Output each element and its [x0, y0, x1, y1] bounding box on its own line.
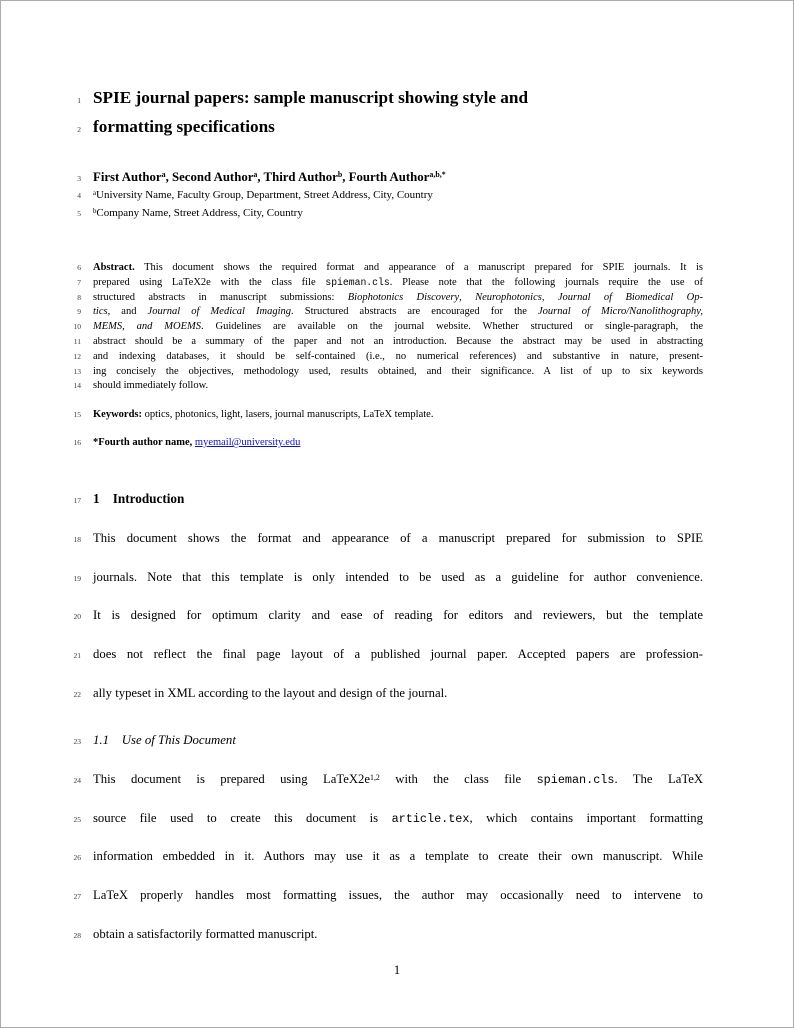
text-segment: a,b,*: [429, 170, 446, 180]
text-segment: Journal of Medical Imaging: [147, 306, 292, 318]
doc-line: [51, 675, 703, 714]
text-segment: University Name, Faculty Group, Department, Street Address, City, Country: [96, 189, 433, 201]
text-segment: LaTeX properly handles most formatting issues, the author may occasionally need to intervene to: [93, 887, 703, 902]
line-number: 15: [73, 410, 81, 420]
text-segment: article.tex: [391, 811, 470, 826]
line-number: 19: [73, 573, 81, 583]
text-segment: a: [161, 170, 166, 180]
line-number: 1: [77, 96, 81, 105]
line-text: [93, 335, 703, 350]
doc-line: [51, 636, 703, 675]
line-text: [93, 559, 703, 597]
line-text: [93, 916, 703, 954]
line-number: 17: [73, 496, 81, 506]
line-number: 9: [77, 307, 81, 317]
line-text: [93, 407, 703, 422]
line-number: 6: [77, 263, 81, 272]
text-segment: Abstract.: [93, 262, 135, 273]
text-segment: ing concisely the objectives, methodology used, results obtained, and their significance. A list of up to six keywords: [93, 365, 703, 377]
line-number: 28: [73, 930, 81, 940]
text-segment: ,: [459, 291, 476, 303]
abstract: [51, 261, 703, 394]
line-text: [93, 320, 703, 335]
text-segment: prepared using LaTeX2e with the class file: [93, 276, 326, 288]
section-1-heading: [51, 488, 703, 512]
line-text: [93, 187, 703, 205]
doc-line: [51, 187, 703, 205]
text-segment: and indexing databases, it should be self-contained (i.e., no numerical references) and substantive in nature, present-: [93, 350, 703, 362]
line-number: 11: [73, 336, 81, 346]
line-number: 8: [77, 292, 81, 302]
line-text: [93, 365, 703, 380]
use-of-document-paragraph: [51, 761, 703, 954]
line-number: 12: [73, 351, 81, 361]
text-segment: abstract should be a summary of the paper and not an introduction. Because the abstract may be used in abstracting: [93, 335, 703, 347]
line-text: [93, 350, 703, 365]
line-text: [93, 169, 703, 187]
line-number: 2: [77, 125, 81, 134]
text-segment: Company Name, Street Address, City, Country: [96, 207, 303, 219]
intro-paragraph: [51, 520, 703, 713]
text-segment: Neurophotonics: [475, 291, 542, 303]
text-segment: Keywords:: [93, 409, 142, 421]
text-segment: formatting specifications: [93, 117, 275, 136]
line-text: [93, 597, 703, 635]
doc-line: [51, 291, 703, 306]
text-segment: MEMS, and MOEMS: [93, 321, 202, 333]
text-segment: source file used to create this document is: [93, 810, 392, 825]
text-segment: 1,2: [370, 772, 380, 782]
line-number: 20: [73, 612, 81, 622]
line-text: [93, 636, 703, 674]
doc-line: [51, 407, 703, 422]
text-segment: Journal of Micro/Nanolithography,: [538, 306, 703, 318]
paper-title: [51, 85, 703, 143]
text-segment: , which contains important formatting: [469, 810, 703, 825]
text-segment: a: [253, 170, 258, 180]
line-number: 4: [77, 191, 81, 200]
line-text: [93, 761, 703, 800]
email-link[interactable]: myemail@university.edu: [194, 437, 301, 449]
line-text: [93, 305, 703, 320]
line-text: [93, 205, 703, 223]
text-segment: First Author: [93, 170, 162, 184]
text-segment: ally typeset in XML according to the layout and design of the journal.: [93, 685, 448, 700]
line-text: [93, 800, 703, 839]
text-segment: structured abstracts in manuscript submissions:: [93, 291, 348, 303]
affiliations: [51, 187, 703, 223]
line-text: [93, 520, 703, 558]
text-segment: 1 Introduction: [93, 491, 185, 507]
text-segment: This document shows the required format and appearance of a manuscript prepared for SPIE journals. It is: [134, 262, 703, 273]
line-number: 13: [73, 366, 81, 376]
doc-line: [51, 205, 703, 223]
text-segment: b: [93, 207, 97, 215]
author-line: [51, 169, 703, 187]
text-segment: with the class file: [379, 772, 537, 787]
doc-line: [51, 114, 703, 143]
line-number: 18: [73, 535, 81, 545]
doc-line: [51, 276, 703, 291]
line-number: 24: [73, 776, 81, 786]
line-text: [93, 877, 703, 915]
line-text: [93, 488, 703, 510]
line-number: 5: [77, 209, 81, 218]
text-segment: a: [93, 189, 97, 197]
text-segment: journals. Note that this template is only intended to be used as a guideline for author convenience.: [93, 569, 703, 584]
text-segment: , Third Author: [257, 170, 338, 184]
doc-line: [51, 877, 703, 916]
text-segment: SPIE journal papers: sample manuscript showing style and: [93, 88, 528, 107]
text-segment: , Second Author: [165, 170, 254, 184]
doc-line: [51, 597, 703, 636]
subsection-1-1-heading: [51, 729, 703, 753]
text-segment: , and: [107, 306, 148, 318]
line-number: 14: [73, 381, 81, 391]
text-segment: *Fourth author name,: [93, 437, 195, 449]
page-number: 1: [393, 963, 401, 977]
line-number: 27: [73, 891, 81, 901]
keywords: [51, 407, 703, 422]
line-text: [93, 85, 703, 111]
line-text: [93, 379, 703, 394]
doc-line: [51, 729, 703, 753]
line-text: [93, 838, 703, 876]
text-segment: . Please note that the following journals require the use of: [389, 276, 703, 288]
doc-line: [51, 379, 703, 394]
doc-line: [51, 350, 703, 365]
line-text: [93, 675, 703, 713]
doc-line: [51, 335, 703, 350]
doc-line: [51, 520, 703, 559]
doc-line: [51, 305, 703, 320]
text-segment: should immediately follow.: [93, 380, 209, 392]
doc-line: [51, 320, 703, 335]
line-number: 25: [73, 814, 81, 824]
corresponding-author-note: [51, 435, 703, 450]
doc-line: [51, 261, 703, 276]
text-segment: Biophotonics Discovery: [347, 291, 460, 303]
line-number: 21: [73, 650, 81, 660]
document-body: [51, 85, 703, 954]
line-number: 26: [73, 853, 81, 863]
text-segment: . Guidelines are available on the journal website. Whether structured or single-paragraph, the: [201, 321, 703, 333]
line-text: [93, 435, 703, 450]
line-number: 23: [73, 737, 81, 747]
line-text: [93, 261, 703, 276]
doc-line: [51, 435, 703, 450]
text-segment: . Structured abstracts are encouraged for the: [291, 306, 538, 318]
line-number: 10: [73, 322, 81, 332]
doc-line: [51, 800, 703, 839]
doc-line: [51, 85, 703, 114]
text-segment: . The LaTeX: [614, 772, 703, 787]
doc-line: [51, 365, 703, 380]
line-text: [93, 276, 703, 291]
line-number: 16: [73, 438, 81, 448]
doc-line: [51, 838, 703, 877]
text-segment: tics: [93, 306, 108, 318]
doc-line: [51, 761, 703, 800]
line-number: 3: [77, 174, 81, 183]
text-segment: It is designed for optimum clarity and ease of reading for editors and reviewers, but the template: [93, 608, 703, 623]
text-segment: This document shows the format and appearance of a manuscript prepared for submission to SPIE: [93, 531, 703, 546]
doc-line: [51, 488, 703, 512]
text-segment: b: [337, 170, 343, 180]
doc-line: [51, 559, 703, 598]
line-number: 22: [73, 689, 81, 699]
text-segment: This document is prepared using LaTeX2e: [93, 772, 371, 787]
text-segment: optics, photonics, light, lasers, journal manuscripts, LaTeX template.: [142, 409, 434, 421]
line-text: [93, 291, 703, 306]
text-segment: spieman.cls: [536, 773, 615, 788]
text-segment: does not reflect the final page layout of a published journal paper. Accepted papers are profession-: [93, 646, 703, 661]
doc-line: [51, 916, 703, 955]
text-segment: obtain a satisfactorily formatted manuscript.: [93, 926, 318, 941]
doc-line: [51, 169, 703, 187]
text-segment: Journal of Biomedical Op-: [557, 291, 704, 303]
line-text: [93, 729, 703, 751]
line-number: 7: [77, 277, 81, 287]
text-segment: spieman.cls: [325, 276, 390, 288]
text-segment: , Fourth Author: [342, 170, 430, 184]
line-text: [93, 114, 703, 140]
text-segment: ,: [541, 291, 558, 303]
text-segment: 1.1 Use of This Document: [93, 733, 236, 748]
text-segment: information embedded in it. Authors may use it as a template to create their own manuscript. While: [93, 849, 703, 864]
